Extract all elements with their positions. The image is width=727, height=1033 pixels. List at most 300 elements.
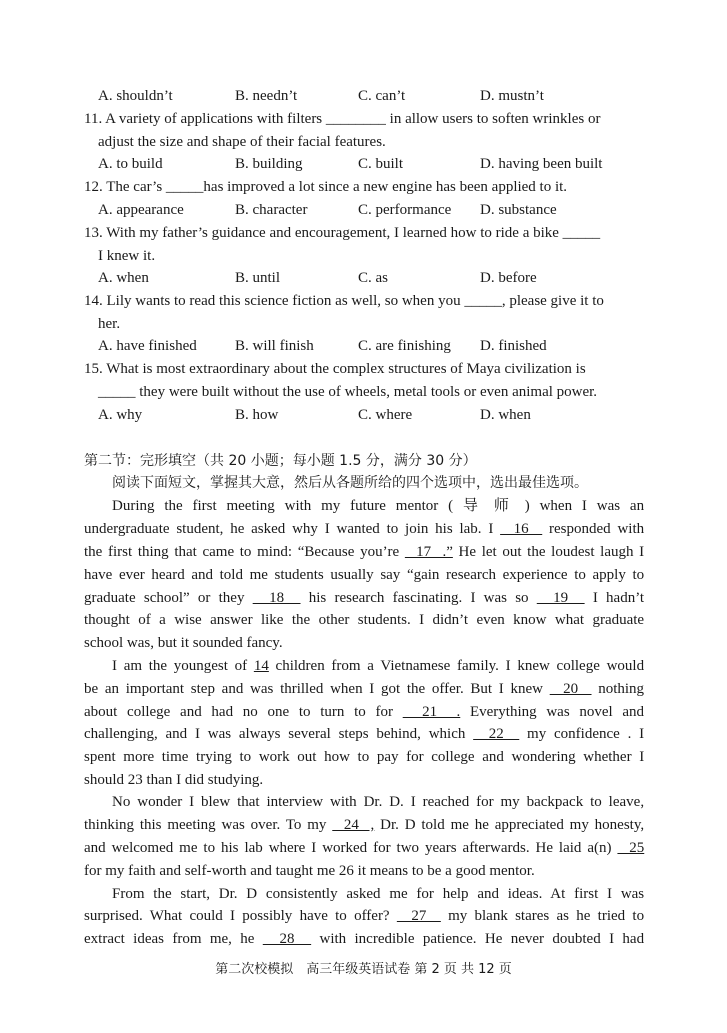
word: more (123, 749, 155, 765)
word: was (596, 498, 621, 514)
word: ) (524, 498, 530, 514)
word: with (330, 794, 357, 810)
word: a(n) (587, 840, 612, 856)
word: over. (250, 817, 281, 833)
q12-option-d: D. substance (480, 202, 557, 218)
word: to (386, 521, 399, 537)
word: told (219, 567, 243, 583)
word: from (172, 931, 202, 947)
passage-line-12 (84, 746, 644, 768)
word: why (292, 521, 318, 537)
word: research (446, 567, 497, 583)
word: college (556, 658, 600, 674)
word: Vietnamese (380, 658, 451, 674)
word: students (274, 567, 324, 583)
word: offer? (354, 908, 390, 924)
word: to (632, 567, 645, 583)
q12-option-c: C. performance (358, 202, 452, 218)
passage-line-1 (112, 495, 644, 517)
word: his (221, 840, 239, 856)
q14-option-b: B. will finish (235, 338, 314, 354)
word: he (474, 817, 489, 833)
word: work (258, 749, 290, 765)
word: of (138, 612, 151, 628)
word: to (298, 704, 311, 720)
word: meeting (167, 817, 216, 833)
q10-option-c: C. can’t (358, 88, 406, 104)
q13-option-a: A. when (98, 270, 149, 286)
passage-line-13: should 23 than I did studying. (84, 772, 264, 788)
word: was (483, 590, 507, 606)
word: join (405, 521, 429, 537)
word: the (153, 886, 172, 902)
q14-stem-line2: her. (98, 316, 121, 332)
word: wonder (137, 794, 183, 810)
word: when (539, 498, 573, 514)
word: knew (510, 681, 543, 697)
word: he (240, 931, 255, 947)
word: incredible (354, 931, 415, 947)
word: he (576, 908, 591, 924)
word: a (159, 612, 166, 628)
word: to (574, 567, 586, 583)
word: lab. (459, 521, 482, 537)
word: youngest (173, 658, 228, 674)
word: ideas (133, 931, 164, 947)
word: as (556, 908, 569, 924)
word: D. (389, 794, 404, 810)
q15-option-b: B. how (235, 407, 279, 423)
word: lab (244, 840, 263, 856)
word: from (331, 658, 361, 674)
word: thrilled (280, 681, 324, 697)
word: thought (84, 612, 130, 628)
passage-line-6 (84, 609, 644, 631)
word: told (421, 817, 445, 833)
q13-option-d: D. before (480, 270, 537, 286)
word: a (367, 658, 374, 674)
word: research (334, 590, 385, 606)
word: for (416, 886, 434, 902)
word: and (221, 681, 244, 697)
blank-number: 20 (549, 681, 592, 697)
q14-stem-line1: 14. Lily wants to read this science fiction as well, so when you _____, please give it to (84, 293, 604, 309)
word: could (189, 908, 223, 924)
word: so (515, 590, 529, 606)
word: ever (118, 567, 145, 583)
word: confidence (554, 726, 620, 742)
word: mind: (257, 544, 293, 560)
passage-line-14 (112, 791, 644, 813)
word: honesty, (594, 817, 645, 833)
word: and (622, 704, 645, 720)
word: and (191, 567, 213, 583)
word: worked (322, 840, 368, 856)
word: am (123, 658, 143, 674)
word: never (510, 931, 545, 947)
word: welcomed (111, 840, 174, 856)
word: tried (597, 908, 626, 924)
word: was (207, 726, 232, 742)
word: important (125, 681, 185, 697)
word: Dr. (363, 794, 383, 810)
word: first (574, 886, 599, 902)
passage-line-19 (84, 905, 644, 927)
word: an (104, 681, 120, 697)
passage-line-15 (84, 814, 644, 836)
word: no (242, 704, 258, 720)
word: I (609, 931, 615, 947)
q11-option-d: D. having been built (480, 156, 603, 172)
word: this (139, 817, 162, 833)
word: steps (338, 726, 369, 742)
word: me, (209, 931, 232, 947)
word: thinking (84, 817, 135, 833)
word: me (249, 567, 268, 583)
word: other (318, 612, 350, 628)
q13-stem-line1: 13. With my father’s guidance and encouragement, I learned how to ride a bike _____ (84, 225, 601, 241)
word: apply (592, 567, 626, 583)
word: During (112, 498, 155, 514)
word: me (179, 840, 198, 856)
word: graduate (84, 590, 136, 606)
passage-line-4 (84, 564, 644, 586)
word: patience. (422, 931, 477, 947)
word: fascinating. (392, 590, 463, 606)
word: I (369, 681, 375, 697)
word: my (448, 908, 468, 924)
word: an (629, 498, 645, 514)
word: He (535, 840, 553, 856)
word: “gain (406, 567, 440, 583)
word: student, (176, 521, 224, 537)
word: D (246, 886, 258, 902)
word: I (498, 681, 504, 697)
section-title: 第二节：完形填空（共 20 小题；每小题 1.5 分，满分 30 分） (84, 453, 477, 469)
passage-line-8 (112, 655, 644, 677)
blank-number: 28 (262, 931, 312, 947)
word: heard (151, 567, 185, 583)
word: college (431, 749, 475, 765)
word: say (380, 567, 401, 583)
passage-line-11 (84, 723, 644, 745)
q13-option-b: B. until (235, 270, 281, 286)
q15-stem-line1: 15. What is most extraordinary about the complex structures of Maya civilization is (84, 361, 586, 377)
word: out (297, 749, 317, 765)
word: you’re (360, 544, 400, 560)
word: what (554, 612, 585, 628)
word: laid (558, 840, 582, 856)
word: mentor (395, 498, 439, 514)
word: wanted (336, 521, 380, 537)
word: consistently (265, 886, 338, 902)
word: meeting (226, 498, 275, 514)
word: wondering (511, 749, 576, 765)
word: D (404, 817, 416, 833)
word: and (482, 749, 504, 765)
word: my (321, 498, 341, 514)
word: laugh (600, 544, 634, 560)
word: was (221, 817, 245, 833)
passage-line-18 (112, 883, 644, 905)
word: I (639, 726, 645, 742)
blank-number: 22 (473, 726, 520, 742)
word: years (424, 840, 457, 856)
word: No (112, 794, 131, 810)
word: reached (422, 794, 470, 810)
blank-number: 25 (617, 840, 645, 856)
word: the (406, 681, 426, 697)
word: I (112, 658, 117, 674)
word: always (238, 726, 281, 742)
word: graduate (592, 612, 645, 628)
word: I (592, 590, 598, 606)
word: the (84, 544, 103, 560)
q12-option-b: B. character (235, 202, 308, 218)
word: have (84, 567, 113, 583)
passage-line-20 (84, 928, 644, 950)
word: I (230, 908, 236, 924)
word: From (112, 886, 145, 902)
word: didn’t (432, 612, 469, 628)
word: be (84, 681, 99, 697)
word: time (161, 749, 189, 765)
word: I (311, 840, 317, 856)
word: to (239, 544, 252, 560)
passage-line-10 (84, 701, 644, 723)
word: with (319, 931, 347, 947)
word: like (260, 612, 284, 628)
q15-stem-line2: _____ they were built without the use of wheels, metal tools or even animal power. (98, 384, 598, 400)
word: his (435, 521, 453, 537)
q11-stem-line2: adjust the size and shape of their facial features. (98, 134, 386, 150)
blank-number: 19 (536, 590, 585, 606)
word: I (194, 726, 200, 742)
word: novel (579, 704, 613, 720)
word: spent (84, 749, 116, 765)
blank-number: 27 (396, 908, 441, 924)
word: out (502, 544, 522, 560)
word: doubted (552, 931, 601, 947)
word: Everything (469, 704, 537, 720)
word: I (607, 886, 613, 902)
word: that (174, 544, 197, 560)
word: even (476, 612, 505, 628)
passage-line-9 (84, 678, 644, 700)
word: was (620, 886, 645, 902)
q12-stem-line1: 12. The car’s _____has improved a lot since a new engine has been applied to it. (84, 179, 568, 195)
blank-number: 14 (253, 658, 269, 674)
word: for (476, 794, 494, 810)
q11-option-a: A. to build (98, 156, 163, 172)
word: usually (330, 567, 374, 583)
word: that (237, 794, 260, 810)
word: start, (180, 886, 210, 902)
word: turn (320, 704, 345, 720)
word: I (505, 658, 511, 674)
word: school” (143, 590, 190, 606)
passage-line-3 (84, 541, 644, 563)
q10-option-a: A. shouldn’t (98, 88, 173, 104)
word: my (500, 794, 520, 810)
word: with (284, 498, 312, 514)
q12-option-a: A. appearance (98, 202, 184, 218)
word: for (375, 704, 393, 720)
word: to (354, 704, 366, 720)
word: He (484, 931, 503, 947)
word: to (632, 908, 645, 924)
word: interview (266, 794, 324, 810)
blank-number: 21 . (402, 704, 461, 720)
word: I (324, 521, 330, 537)
passage-line-17: for my faith and self-worth and taught me 26 it means to be a good mentor. (84, 863, 535, 879)
word: of (234, 658, 248, 674)
word: stares (515, 908, 550, 924)
word: with (617, 521, 645, 537)
passage-line-5 (84, 587, 644, 609)
word: behind, (376, 726, 421, 742)
word: students. (357, 612, 411, 628)
word: children (275, 658, 325, 674)
word: Dr. (218, 886, 238, 902)
passage-line-16 (84, 837, 644, 859)
word: At (550, 886, 566, 902)
word: I (470, 590, 476, 606)
q14-option-c: C. are finishing (358, 338, 451, 354)
word: and (180, 704, 202, 720)
word: future (350, 498, 386, 514)
word: . (627, 726, 632, 742)
word: family. (457, 658, 499, 674)
word: undergraduate (84, 521, 170, 537)
q11-stem-line1: 11. A variety of applications with filters ________ in allow users to soften wrinkles or (84, 111, 601, 127)
word: when (330, 681, 363, 697)
word: I (639, 749, 645, 765)
word: nothing (598, 681, 645, 697)
word: the (291, 612, 311, 628)
word: help (442, 886, 469, 902)
word: I (410, 794, 416, 810)
q15-option-a: A. why (98, 407, 143, 423)
word: hadn’t (606, 590, 645, 606)
word: came (202, 544, 235, 560)
word: know (513, 612, 547, 628)
word: asked (346, 886, 381, 902)
word: blew (201, 794, 231, 810)
word: me (389, 886, 408, 902)
word: pay (376, 749, 399, 765)
word: for (373, 840, 391, 856)
word: let (481, 544, 497, 560)
q14-option-d: D. finished (480, 338, 547, 354)
word: had (622, 931, 645, 947)
q15-option-d: D. when (480, 407, 531, 423)
word: how (324, 749, 350, 765)
word: answer (210, 612, 253, 628)
word: to (239, 749, 252, 765)
word: I (488, 521, 494, 537)
blank-number: 16 (500, 521, 543, 537)
word: experience (502, 567, 568, 583)
word: got (381, 681, 401, 697)
page-footer: 第二次校模拟 高三年级英语试卷 第 2 页 共 12 页 (215, 962, 512, 977)
q15-option-c: C. where (358, 407, 413, 423)
word: wise (174, 612, 202, 628)
word: backpack (526, 794, 584, 810)
word: 师 (493, 498, 515, 514)
q13-stem-line2: I knew it. (98, 248, 156, 264)
word: afterwards. (462, 840, 530, 856)
word: I (581, 498, 587, 514)
q10-option-b: B. needn’t (235, 88, 298, 104)
word: 导 (462, 498, 485, 514)
word: and (477, 886, 499, 902)
word: was (546, 704, 570, 720)
word: my (527, 726, 547, 742)
word: had (211, 704, 234, 720)
word: the (164, 498, 183, 514)
word: Dr. (380, 817, 399, 833)
word: trying (196, 749, 232, 765)
word: I (189, 794, 195, 810)
passage-line-7: school was, but it sounded fancy. (84, 635, 283, 651)
blank-number: 17 .” (404, 544, 453, 560)
word: extract (84, 931, 125, 947)
q14-option-a: A. have finished (98, 338, 197, 354)
word: He (458, 544, 477, 560)
word: he (230, 521, 245, 537)
word: my (307, 817, 327, 833)
word: thing (137, 544, 169, 560)
word: “Because (297, 544, 355, 560)
word: or (197, 590, 211, 606)
word: his (308, 590, 327, 606)
word: step (190, 681, 215, 697)
word: to (357, 749, 370, 765)
word: the (527, 544, 546, 560)
word: where (268, 840, 306, 856)
word: whether (583, 749, 632, 765)
word: about (84, 704, 118, 720)
word: possibly (242, 908, 293, 924)
word: appreciated (494, 817, 564, 833)
q11-option-b: B. building (235, 156, 303, 172)
word: ideas. (507, 886, 543, 902)
word: was (250, 681, 274, 697)
word: the (148, 658, 168, 674)
word: to (335, 908, 347, 924)
q13-option-c: C. as (358, 270, 388, 286)
word: asked (251, 521, 286, 537)
word: I (419, 612, 425, 628)
word: for (406, 749, 424, 765)
word: challenging, (84, 726, 158, 742)
word: What (149, 908, 183, 924)
word: first (192, 498, 217, 514)
word: I (639, 544, 645, 560)
word: But (470, 681, 493, 697)
word: to (203, 840, 216, 856)
passage-line-2 (84, 518, 644, 540)
word: college (127, 704, 171, 720)
word: several (288, 726, 331, 742)
word: my (569, 817, 589, 833)
word: me (450, 817, 469, 833)
section-instruction: 阅读下面短文，掌握其大意，然后从各题所给的四个选项中，选出最佳选项。 (112, 475, 588, 491)
q10-option-d: D. mustn’t (480, 88, 544, 104)
word: responded (549, 521, 611, 537)
blank-number: 18 (252, 590, 301, 606)
